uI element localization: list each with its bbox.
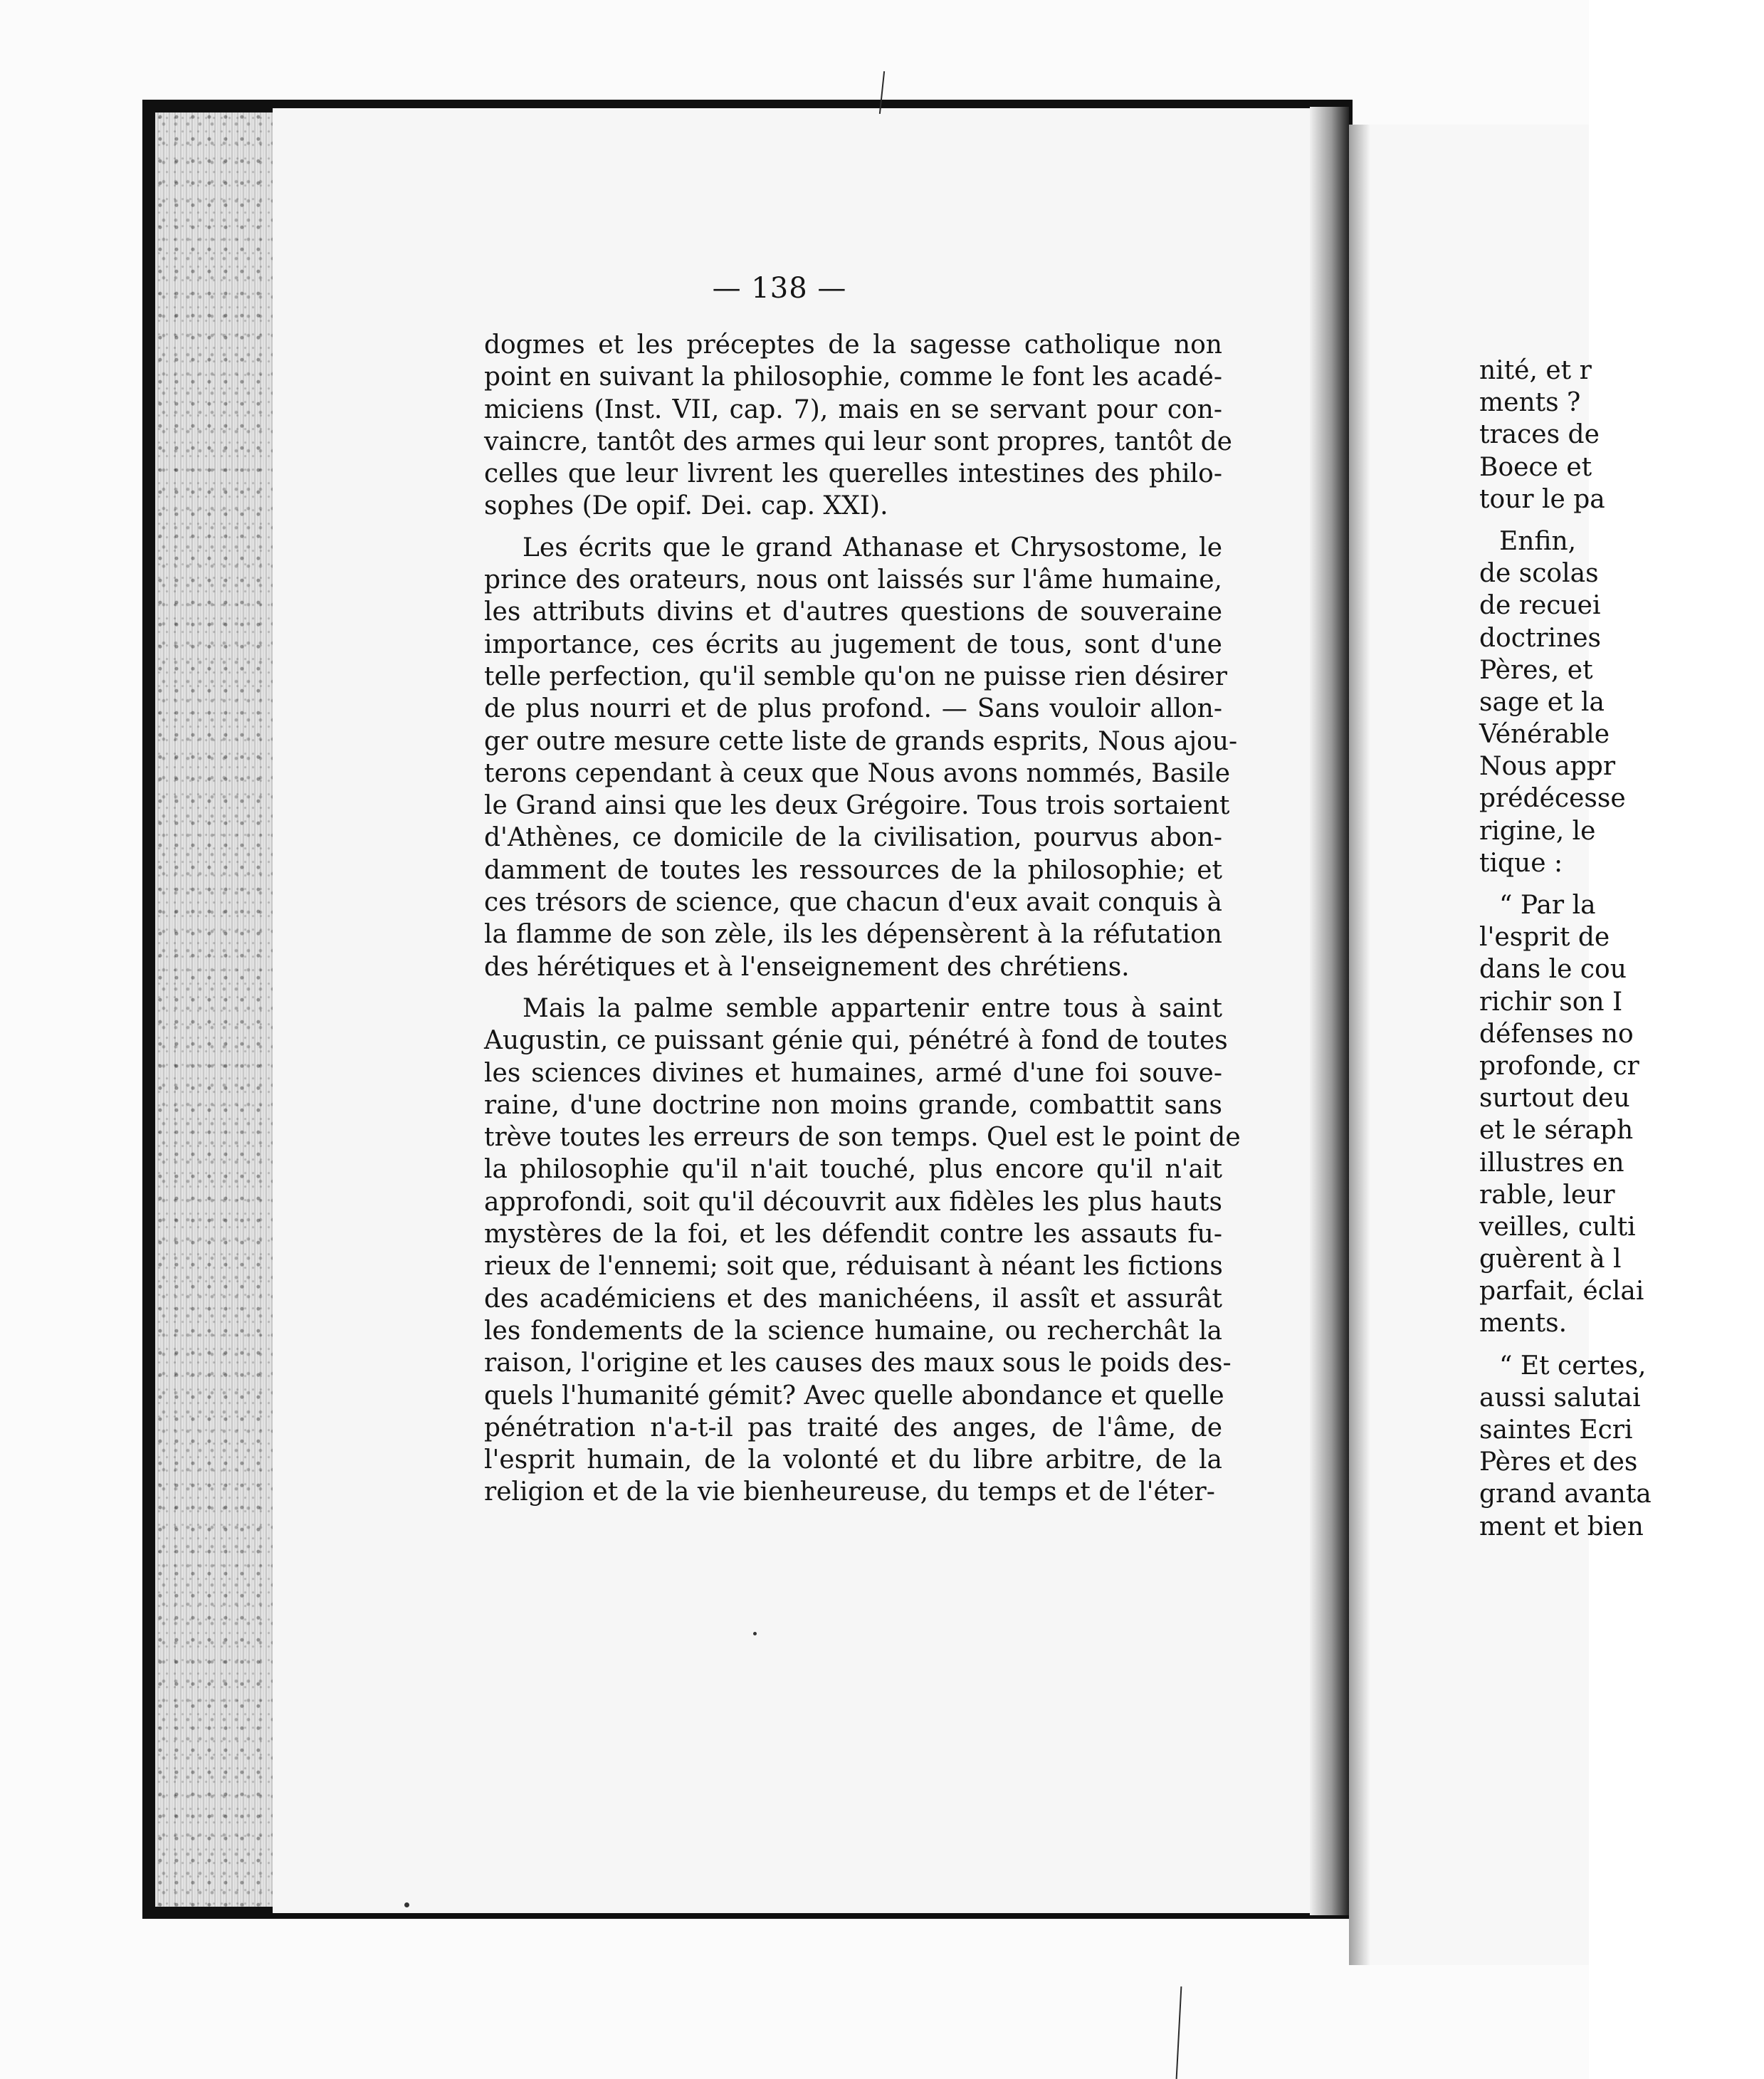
- text-line-fragment: saintes Ecri: [1479, 1415, 1633, 1445]
- text-line-fragment: rigine, le: [1479, 816, 1596, 846]
- text-line: Les écrits que le grand Athanase et Chrysostome, le: [523, 533, 1222, 562]
- text-line-fragment: traces de: [1479, 420, 1600, 450]
- text-line: damment de toutes les ressources de la philosophie; et: [484, 855, 1222, 885]
- text-line: de plus nourri et de plus profond. — Sans vouloir allon-: [484, 694, 1222, 724]
- right-page-shadow: [1349, 125, 1370, 1965]
- text-line: des hérétiques et à l'enseignement des chrétiens.: [484, 952, 1130, 982]
- text-line-fragment: illustres en: [1479, 1148, 1624, 1178]
- speck: [753, 1632, 757, 1635]
- text-line: mystères de la foi, et les défendit contre les assauts fu-: [484, 1220, 1222, 1250]
- text-line-fragment: “ Par la: [1499, 891, 1596, 920]
- text-line: rieux de l'ennemi; soit que, réduisant à néant les fictions: [484, 1252, 1223, 1282]
- text-line: religion et de la vie bienheureuse, du temps et de l'éter-: [484, 1477, 1215, 1507]
- right-page-text: [1479, 355, 1764, 1543]
- text-line-fragment: Vénérable: [1479, 720, 1610, 750]
- paragraph-gap: [1479, 1340, 1764, 1350]
- text-line: ger outre mesure cette liste de grands esprits, Nous ajou-: [484, 726, 1238, 756]
- text-line-fragment: Pères, et: [1479, 655, 1593, 685]
- text-line: la philosophie qu'il n'ait touché, plus encore qu'il n'ait: [484, 1155, 1222, 1185]
- text-line-fragment: et le séraph: [1479, 1116, 1634, 1146]
- text-line-fragment: l'esprit de: [1479, 923, 1610, 953]
- text-line-fragment: tour le pa: [1479, 484, 1605, 514]
- text-line-fragment: dans le cou: [1479, 955, 1627, 985]
- text-line: pénétration n'a-t-il pas traité des anges, de l'âme, de: [484, 1413, 1222, 1442]
- book-gutter: [1310, 107, 1349, 1915]
- text-line-fragment: “ Et certes,: [1499, 1351, 1647, 1381]
- paragraph: [484, 329, 1232, 523]
- text-line-fragment: doctrines: [1479, 623, 1602, 653]
- text-line: d'Athènes, ce domicile de la civilisation, pourvus abon-: [484, 823, 1222, 853]
- page-edges: [155, 112, 273, 1907]
- page-number: — 138 —: [712, 272, 847, 305]
- text-line-fragment: parfait, éclai: [1479, 1277, 1644, 1306]
- speck: [404, 1902, 409, 1907]
- paragraph-gap: [1479, 515, 1764, 525]
- text-line-fragment: ments ?: [1479, 388, 1581, 418]
- text-line: raine, d'une doctrine non moins grande, combattit sans: [484, 1090, 1222, 1120]
- text-line: des académiciens et des manichéens, il assît et assurât: [484, 1284, 1222, 1314]
- text-line: importance, ces écrits au jugement de tous, sont d'une: [484, 629, 1222, 659]
- text-line-fragment: de recuei: [1479, 591, 1601, 621]
- text-line-fragment: Nous appr: [1479, 752, 1616, 782]
- text-line-fragment: grand avanta: [1479, 1480, 1652, 1509]
- text-line-fragment: de scolas: [1479, 559, 1599, 589]
- paragraph: [484, 993, 1241, 1509]
- text-line-fragment: prédécesse: [1479, 784, 1626, 814]
- text-line-fragment: profonde, cr: [1479, 1051, 1639, 1081]
- text-line: l'esprit humain, de la volonté et du libre arbitre, de la: [484, 1445, 1222, 1475]
- text-line-fragment: richir son I: [1479, 987, 1623, 1017]
- text-line: point en suivant la philosophie, comme le font les acadé-: [484, 362, 1222, 392]
- text-line-fragment: guèrent à l: [1479, 1245, 1622, 1274]
- text-line: approfondi, soit qu'il découvrit aux fidèles les plus hauts: [484, 1187, 1222, 1217]
- text-line: vaincre, tantôt des armes qui leur sont propres, tantôt de: [484, 426, 1232, 456]
- text-line: Mais la palme semble appartenir entre tous à saint: [523, 993, 1222, 1023]
- text-line-fragment: sage et la: [1479, 687, 1605, 717]
- text-line-fragment: Pères et des: [1479, 1447, 1638, 1477]
- paragraph: [484, 532, 1238, 983]
- text-line-fragment: surtout deu: [1479, 1084, 1630, 1114]
- text-line: celles que leur livrent les querelles intestines des philo-: [484, 459, 1222, 489]
- main-text-body: [484, 329, 1241, 1518]
- text-line: raison, l'origine et les causes des maux sous le poids des-: [484, 1349, 1232, 1378]
- text-line: telle perfection, qu'il semble qu'on ne puisse rien désirer: [484, 661, 1227, 691]
- text-line: la flamme de son zèle, ils les dépensèrent à la réfutation: [484, 920, 1222, 950]
- text-line: ces trésors de science, que chacun d'eux avait conquis à: [484, 888, 1222, 918]
- text-line: le Grand ainsi que les deux Grégoire. Tous trois sortaient: [484, 791, 1230, 821]
- text-line-fragment: défenses no: [1479, 1019, 1634, 1049]
- text-line-fragment: nité, et r: [1479, 356, 1592, 385]
- text-line-fragment: ments.: [1479, 1309, 1568, 1339]
- text-line: miciens (Inst. VII, cap. 7), mais en se servant pour con-: [484, 394, 1222, 424]
- text-line: prince des orateurs, nous ont laissés sur l'âme humaine,: [484, 565, 1222, 595]
- text-line: les fondements de la science humaine, ou recherchât la: [484, 1316, 1222, 1346]
- text-line-fragment: Boece et: [1479, 452, 1592, 482]
- text-line-fragment: Enfin,: [1499, 526, 1577, 556]
- text-line-fragment: ment et bien: [1479, 1512, 1644, 1541]
- text-line-fragment: veilles, culti: [1479, 1212, 1636, 1242]
- scan-mark-bottom: [1176, 1986, 1182, 2079]
- text-line: dogmes et les préceptes de la sagesse catholique non: [484, 330, 1222, 360]
- text-line: les sciences divines et humaines, armé d'une foi souve-: [484, 1058, 1222, 1088]
- text-line-fragment: tique :: [1479, 848, 1563, 878]
- text-line: trève toutes les erreurs de son temps. Quel est le point de: [484, 1123, 1241, 1153]
- text-line: sophes (De opif. Dei. cap. XXI).: [484, 491, 888, 521]
- text-line-fragment: aussi salutai: [1479, 1383, 1641, 1413]
- text-line-fragment: rable, leur: [1479, 1180, 1615, 1210]
- text-line: les attributs divins et d'autres questions de souveraine: [484, 597, 1222, 627]
- paragraph-gap: [1479, 879, 1764, 889]
- text-line: Augustin, ce puissant génie qui, pénétré à fond de toutes: [484, 1026, 1228, 1056]
- text-line: terons cependant à ceux que Nous avons nommés, Basile: [484, 758, 1231, 788]
- text-line: quels l'humanité gémit? Avec quelle abondance et quelle: [484, 1381, 1224, 1410]
